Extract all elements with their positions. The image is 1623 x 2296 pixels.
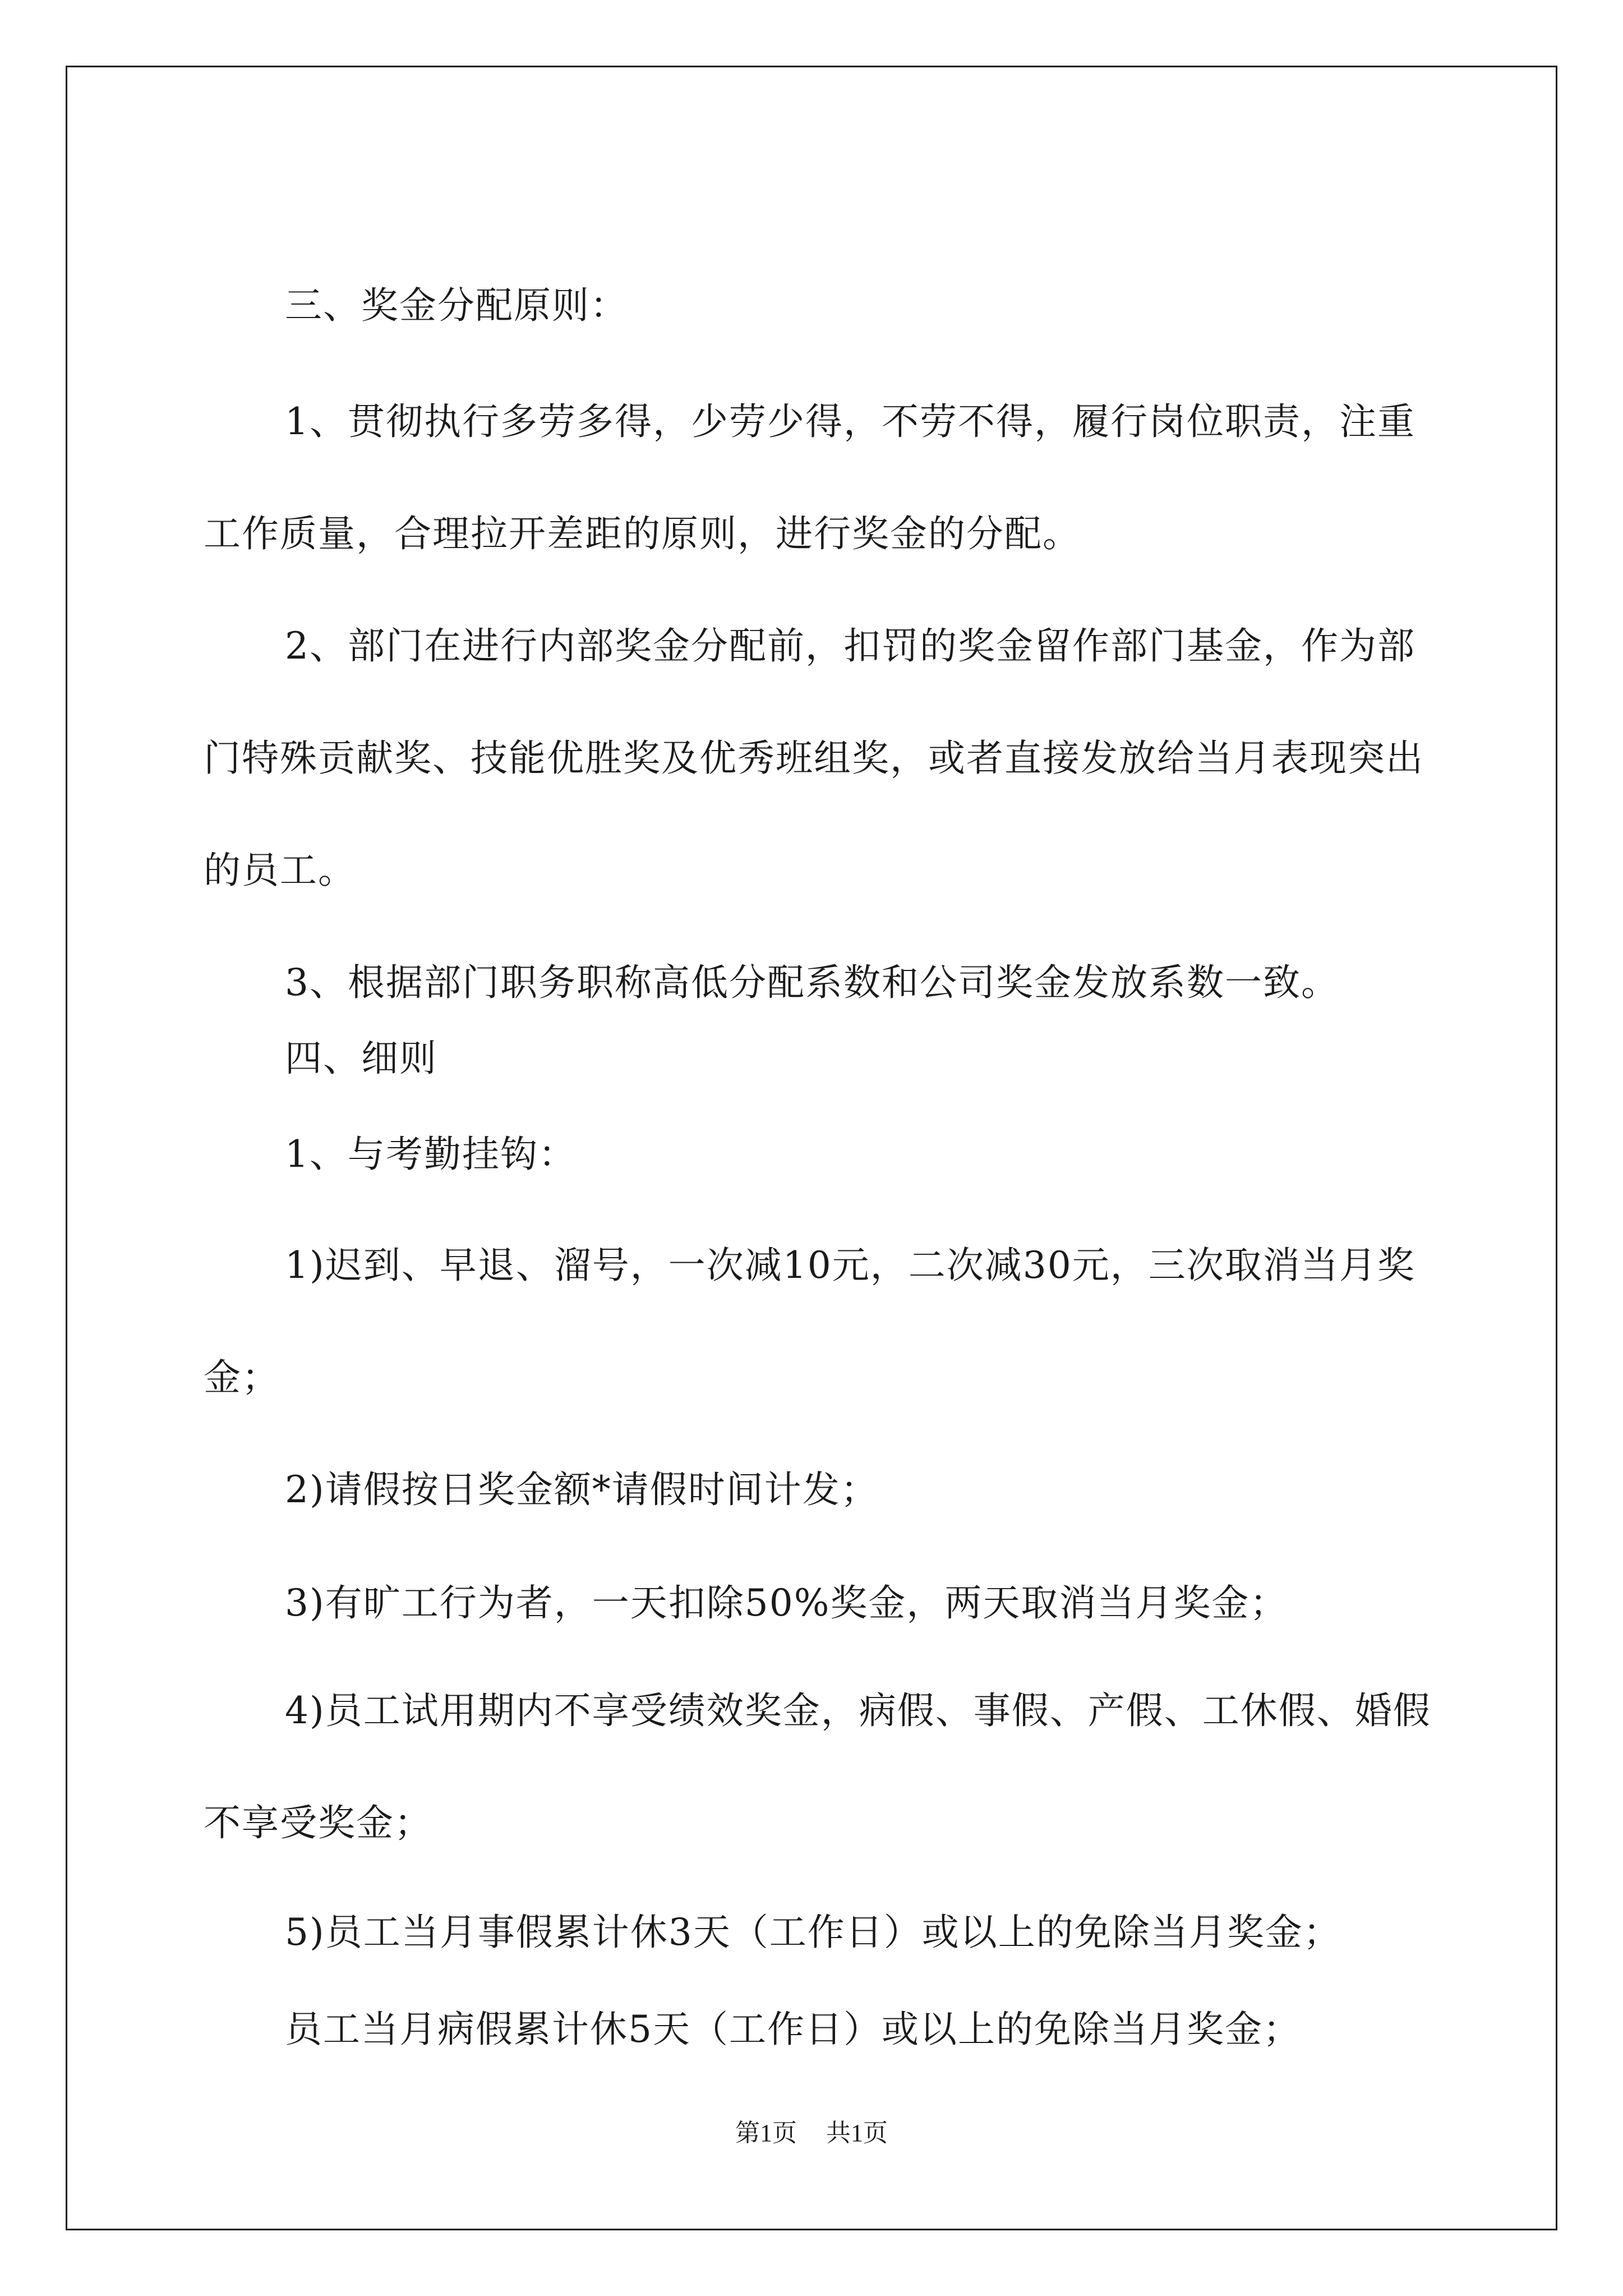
paragraph-rule-5: 5)员工当月事假累计休3天（工作日）或以上的免除当月奖金； (285, 1911, 1341, 1954)
paragraph-rule-1: 1)迟到、早退、溜号，一次减10元，二次减30元，三次取消当月奖金； (204, 1244, 1415, 1399)
paragraph-principle-2: 2、部门在进行内部奖金分配前，扣罚的奖金留作部门基金，作为部门特殊贡献奖、技能优胜奖及优秀班组奖，或者直接发放给当月表现突出的员工。 (204, 624, 1424, 892)
paragraph-rule-2: 2)请假按日奖金额*请假时间计发； (285, 1468, 879, 1511)
document-page (66, 66, 1557, 2230)
page-number: 第1页 (735, 2119, 797, 2147)
section-heading-bonus-principles: 三、奖金分配原则： (285, 284, 628, 327)
paragraph-rule-5-continued: 员工当月病假累计休5天（工作日）或以上的免除当月奖金； (285, 2008, 1301, 2051)
paragraph-rule-3: 3)有旷工行为者，一天扣除50%奖金，两天取消当月奖金； (285, 1581, 1288, 1625)
page-footer (67, 2113, 1556, 2148)
document-body (67, 67, 1556, 2229)
paragraph-principle-3: 3、根据部门职务职称高低分配系数和公司奖金发放系数一致。 (285, 961, 1339, 1004)
page-total: 共1页 (826, 2119, 888, 2147)
paragraph-principle-1: 1、贯彻执行多劳多得，少劳少得，不劳不得，履行岗位职责，注重工作质量，合理拉开差距的原则，进行奖金的分配。 (204, 400, 1415, 555)
paragraph-attendance-heading: 1、与考勤挂钩： (285, 1133, 577, 1176)
paragraph-rule-4: 4)员工试用期内不享受绩效奖金，病假、事假、产假、工休假、婚假不享受奖金； (204, 1689, 1431, 1844)
section-heading-details: 四、细则 (285, 1037, 437, 1080)
